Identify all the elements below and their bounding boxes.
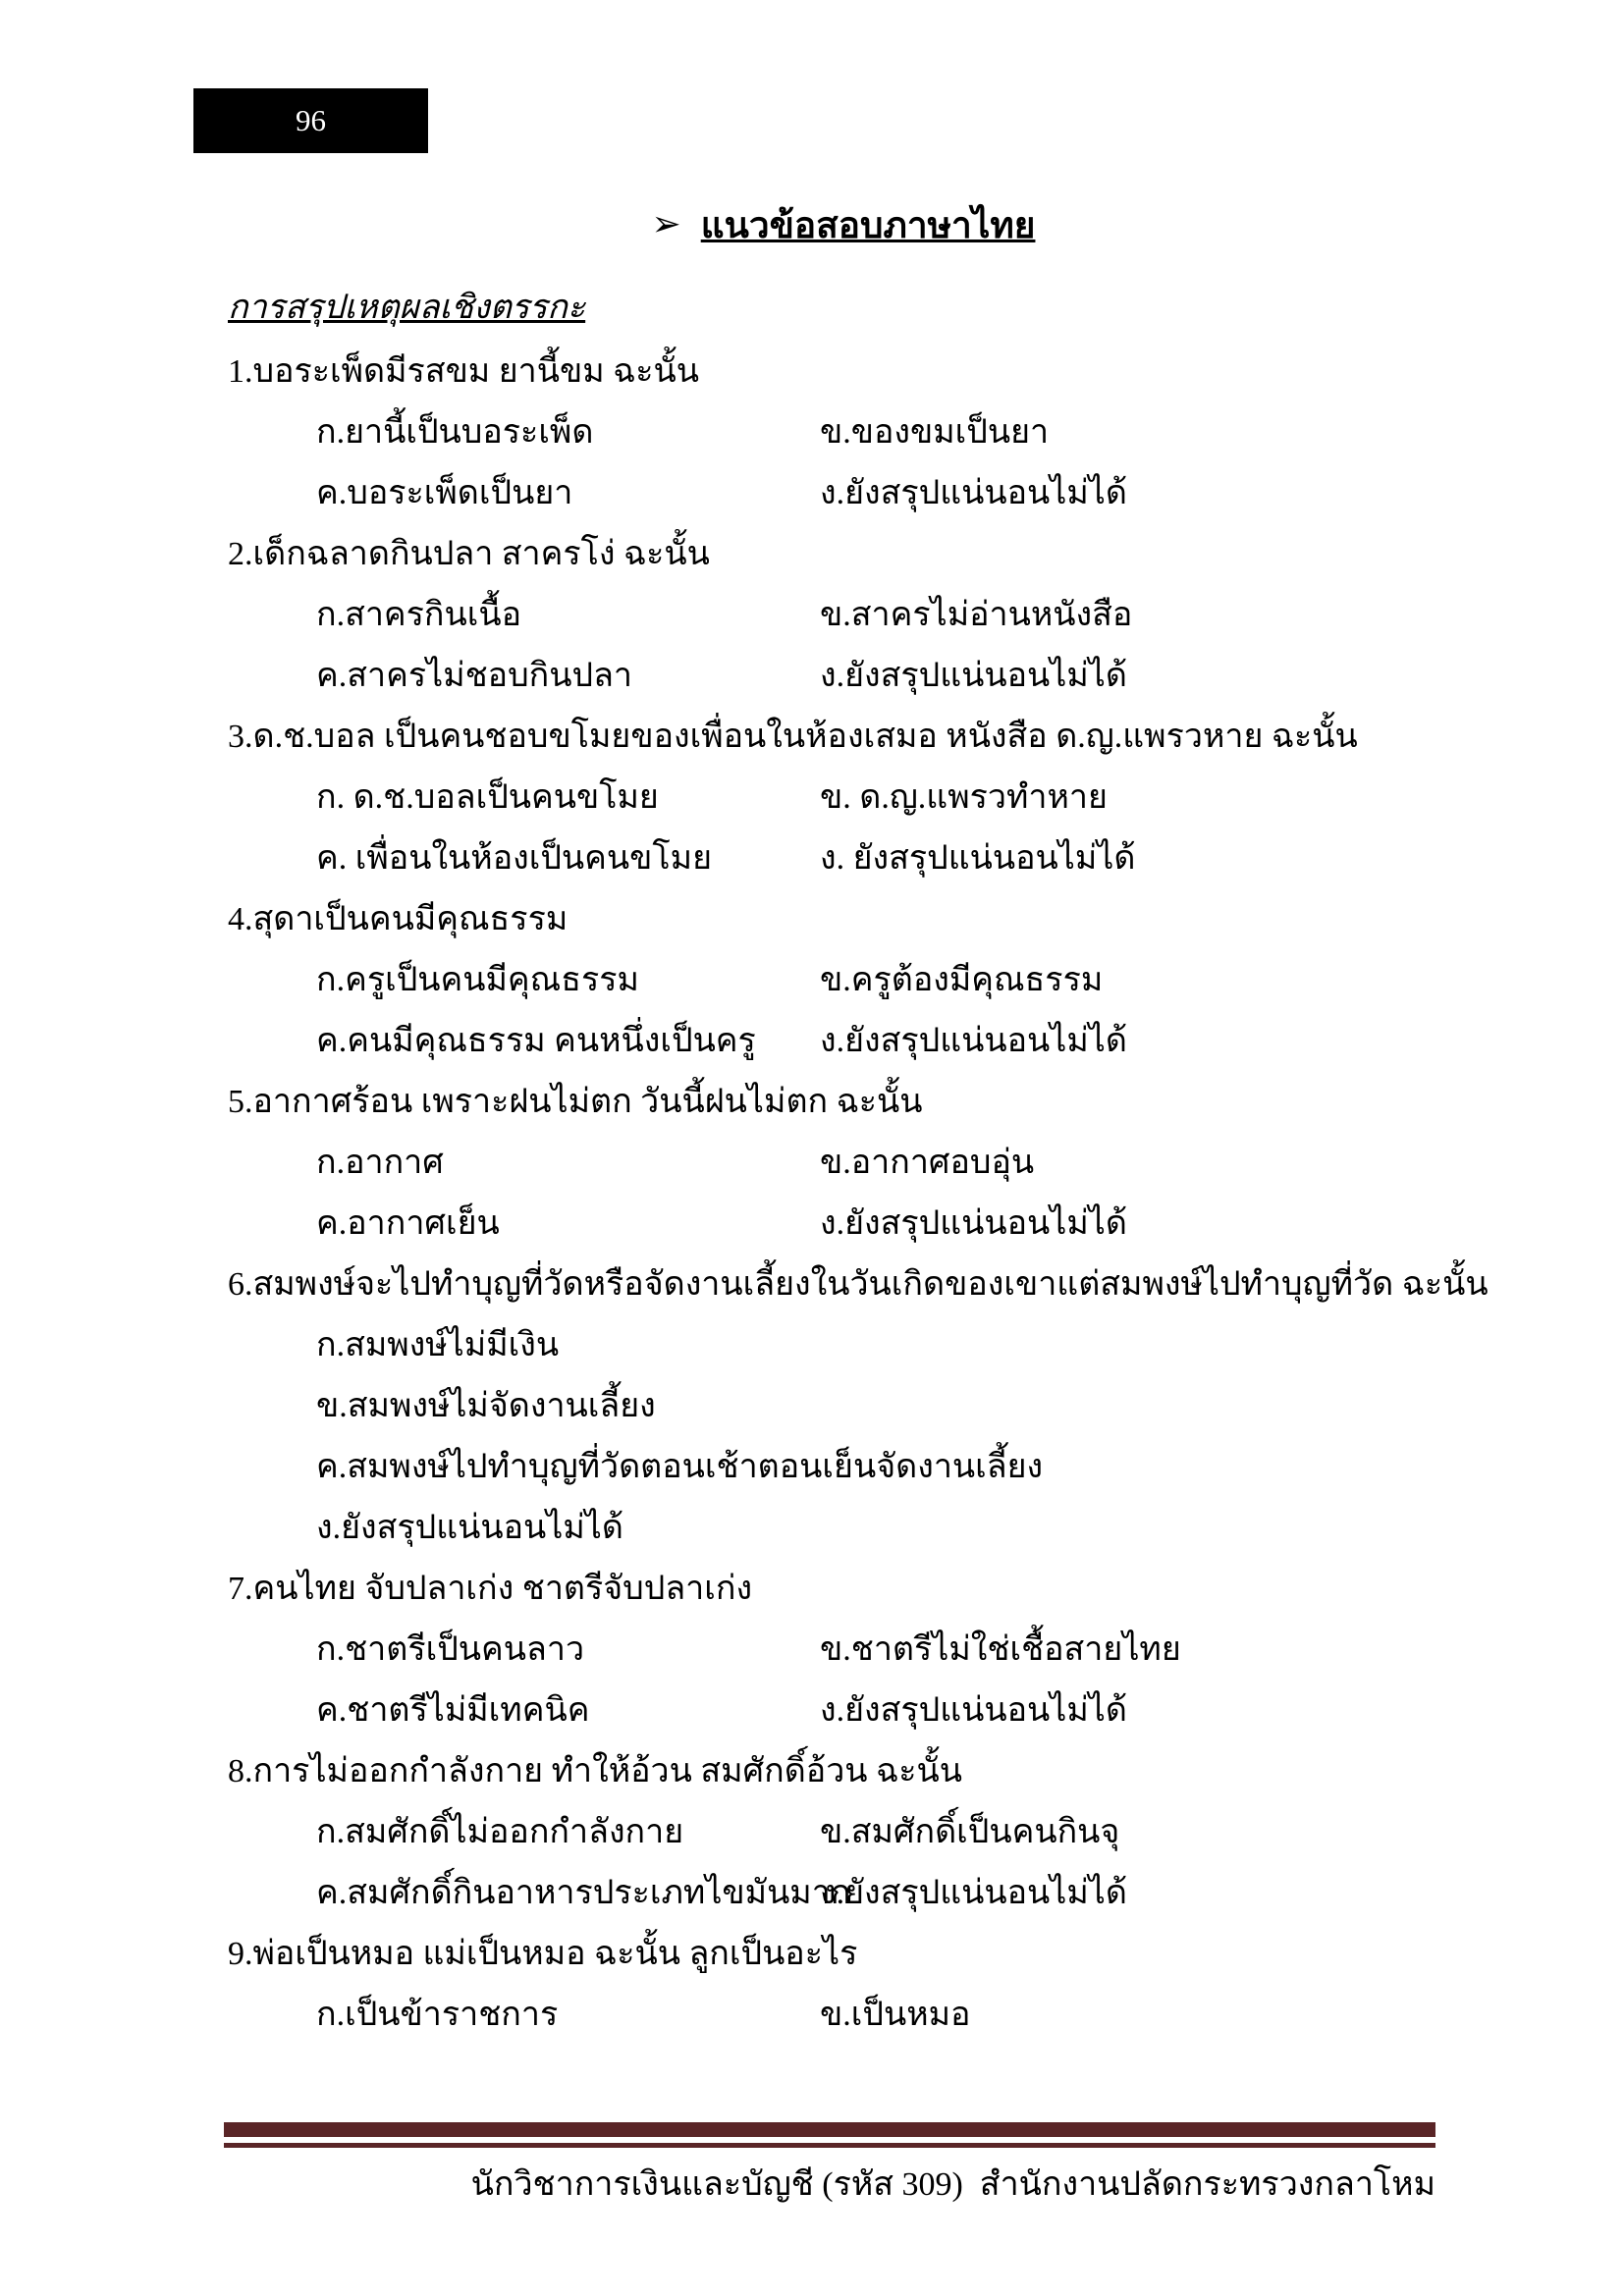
question-stem: 5.อากาศร้อน เพราะฝนไม่ตก วันนี้ฝนไม่ตก ฉะนั้น: [228, 1084, 923, 1120]
option: ข.ของขมเป็นยา: [820, 414, 1050, 451]
footer-text: นักวิชาการเงินและบัญชี (รหัส 309) สำนักงานปลัดกระทรวงกลาโหม: [470, 2166, 1435, 2203]
options-row: [0, 1011, 1624, 1072]
question-stem: 1.บอระเพ็ดมีรสขม ยานี้ขม ฉะนั้น: [228, 353, 700, 390]
page-number-box: [193, 88, 428, 153]
option: ก.ชาตรีเป็นคนลาว: [316, 1631, 585, 1668]
option: ก.อากาศ: [316, 1145, 444, 1181]
option: ค.คนมีคุณธรรม คนหนึ่งเป็นครู: [316, 1023, 756, 1059]
option: ข.สมศักดิ์เป็นคนกินจุ: [820, 1814, 1120, 1850]
option: ข.อากาศอบอุ่น: [820, 1145, 1035, 1181]
option: ง.ยังสรุปแน่นอนไม่ได้: [820, 1023, 1127, 1059]
options-row: [0, 463, 1624, 524]
option: ง. ยังสรุปแน่นอนไม่ได้: [820, 840, 1136, 877]
option: ข.สาครไม่อ่านหนังสือ: [820, 597, 1133, 633]
question-stem: 8.การไม่ออกกำลังกาย ทำให้อ้วน สมศักดิ์อ้วน ฉะนั้น: [228, 1753, 962, 1789]
option: ค.อากาศเย็น: [316, 1205, 500, 1242]
option: ง.ยังสรุปแน่นอนไม่ได้: [820, 1205, 1127, 1242]
options-row: [0, 828, 1624, 889]
option: ก.สาครกินเนื้อ: [316, 597, 522, 633]
option: ค.ชาตรีไม่มีเทคนิค: [316, 1692, 590, 1729]
exam-title-row: [0, 196, 1624, 254]
option: ก.เป็นข้าราชการ: [316, 1997, 559, 2033]
option: ก.สมพงษ์ไม่มีเงิน: [316, 1327, 560, 1363]
option: ข.เป็นหมอ: [820, 1997, 971, 2033]
options-row: [0, 768, 1624, 828]
question-stem: 4.สุดาเป็นคนมีคุณธรรม: [228, 901, 568, 937]
options-row: [0, 1437, 1624, 1498]
question-stem: 3.ด.ช.บอล เป็นคนชอบขโมยของเพื่อนในห้องเสมอ หนังสือ ด.ญ.แพรวหาย ฉะนั้น: [228, 719, 1358, 755]
exam-title: แนวข้อสอบภาษาไทย: [700, 206, 1036, 246]
option: ง.ยังสรุปแน่นอนไม่ได้: [820, 475, 1127, 511]
option: ข.ครูต้องมีคุณธรรม: [820, 962, 1104, 998]
options-row: [0, 1376, 1624, 1437]
options-row: [0, 646, 1624, 707]
options-row: [0, 585, 1624, 646]
question-stem: 6.สมพงษ์จะไปทำบุญที่วัดหรือจัดงานเลี้ยงในวันเกิดของเขาแต่สมพงษ์ไปทำบุญที่วัด ฉะนั้น: [228, 1266, 1489, 1303]
page-number: 96: [296, 103, 326, 137]
option: ก.ยานี้เป็นบอระเพ็ด: [316, 414, 594, 451]
option: ก.ครูเป็นคนมีคุณธรรม: [316, 962, 639, 998]
section-heading: การสรุปเหตุผลเชิงตรรกะ: [228, 290, 586, 326]
option: ก. ด.ช.บอลเป็นคนขโมย: [316, 779, 659, 816]
option: ค.สมพงษ์ไปทำบุญที่วัดตอนเช้าตอนเย็นจัดงานเลี้ยง: [316, 1449, 1044, 1485]
option: ง.ยังสรุปแน่นอนไม่ได้: [820, 658, 1127, 694]
option: ง.ยังสรุปแน่นอนไม่ได้: [316, 1510, 623, 1546]
questions-list: [0, 342, 1624, 2046]
option: ก.สมศักดิ์ไม่ออกกำลังกาย: [316, 1814, 684, 1850]
option: ค.สมศักดิ์กินอาหารประเภทไขมันมาก: [316, 1875, 851, 1911]
options-row: [0, 950, 1624, 1011]
options-row: [0, 1194, 1624, 1255]
option: ข.ชาตรีไม่ใช่เชื้อสายไทย: [820, 1631, 1181, 1668]
question-stem: 2.เด็กฉลาดกินปลา สาครโง่ ฉะนั้น: [228, 536, 710, 572]
arrow-bullet-icon: ➢: [651, 204, 681, 243]
option: ค.สาครไม่ชอบกินปลา: [316, 658, 633, 694]
option: ง.ยังสรุปแน่นอนไม่ได้: [820, 1875, 1127, 1911]
option: ค.บอระเพ็ดเป็นยา: [316, 475, 573, 511]
footer-rule-thick: [224, 2122, 1435, 2137]
option: ข.สมพงษ์ไม่จัดงานเลี้ยง: [316, 1388, 656, 1424]
options-row: [0, 1498, 1624, 1559]
option: ค. เพื่อนในห้องเป็นคนขโมย: [316, 840, 712, 877]
options-row: [0, 1681, 1624, 1741]
footer-rule-thin: [224, 2143, 1435, 2148]
options-row: [0, 1985, 1624, 2046]
option: ง.ยังสรุปแน่นอนไม่ได้: [820, 1692, 1127, 1729]
options-row: [0, 1802, 1624, 1863]
options-row: [0, 1620, 1624, 1681]
options-row: [0, 1863, 1624, 1924]
options-row: [0, 1315, 1624, 1376]
option: ข. ด.ญ.แพรวทำหาย: [820, 779, 1108, 816]
question-stem: 7.คนไทย จับปลาเก่ง ชาตรีจับปลาเก่ง: [228, 1571, 753, 1607]
options-row: [0, 402, 1624, 463]
question-stem: 9.พ่อเป็นหมอ แม่เป็นหมอ ฉะนั้น ลูกเป็นอะไร: [228, 1936, 858, 1972]
options-row: [0, 1133, 1624, 1194]
